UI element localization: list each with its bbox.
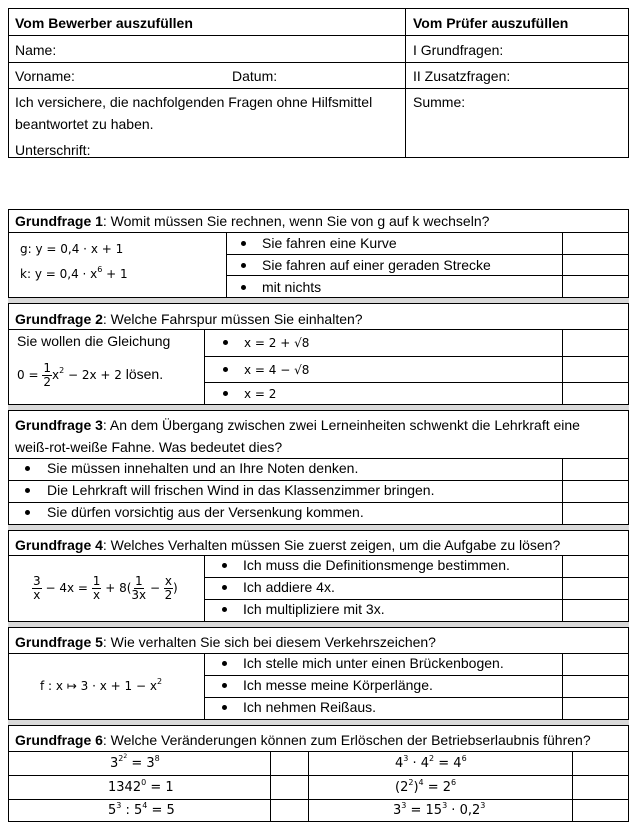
bullet-icon [222,661,227,666]
declaration-line-1: Ich versichere, die nachfolgenden Fragen ohne Hilfsmittel [15,94,373,110]
q3-option-3: Sie dürfen vorsichtig aus der Versenkung kommen. [47,504,364,520]
q6-right-row-1: $4^3 \cdot 4^2 = 4^6$ [395,754,467,771]
q3-option-2: Die Lehrkraft will frischen Wind in das Klassenzimmer bringen. [47,482,435,498]
q4-f1-num: 3 [33,574,41,588]
name-field-label: Name: [15,42,57,58]
q2-eq-x: x [51,368,60,382]
q6-title-bold: Grundfrage 6 [15,732,103,748]
q4-title-text: : Welches Verhalten müssen Sie zuerst zeigen, um die Aufgabe zu lösen? [102,537,561,553]
q4-fraction-3 [131,575,146,602]
q2-fraction-num: 1 [43,361,51,375]
q1-k-expression: y = 0,4 · x [34,267,98,281]
q2-option-2: x = 4 − √8 [244,363,310,377]
q6-left-row-1: $3^{2^2} = 3^8$ [110,753,160,771]
q4-f4-den: 2 [164,588,173,602]
q4-fraction-1 [32,575,42,602]
q2-eq-tail: − 2x + 2 [64,368,122,382]
q6-title [15,732,591,748]
q1-title-bold: Grundfrage 1 [15,213,103,229]
q3-title-bold: Grundfrage 3 [15,417,103,433]
bullet-icon [222,607,227,612]
q5-title-text: : Wie verhalten Sie sich bei diesem Verkehrszeichen? [102,634,436,650]
q1-option-2: Sie fahren auf einer geraden Strecke [262,257,491,273]
q4-f2-num: 1 [92,574,101,588]
q4-mid-2: + 8( [101,581,132,595]
q4-f2-den: x [93,588,101,602]
q2-prompt: Sie wollen die Gleichung [17,333,171,349]
section-separator [8,719,629,726]
grundfragen-score-label: I Grundfragen: [413,42,504,58]
q6-left-row-2: $1342^0 = 1$ [108,778,174,795]
applicant-section-title: Vom Bewerber auszufüllen [15,15,193,31]
section-separator [8,404,629,411]
q6-left-row-3: $5^3$ : $5^4 = 5$ [108,801,175,818]
signature-field-label: Unterschrift: [15,142,91,158]
q4-f1-den: x [33,588,41,602]
bullet-icon [222,683,227,688]
bullet-icon [222,705,227,710]
bullet-icon [222,563,227,568]
q2-option-1: x = 2 + √8 [244,336,310,350]
q3-option-1: Sie müssen innehalten und an Ihre Noten denken. [47,460,359,476]
bullet-icon [223,367,228,372]
q2-eq-left: 0 = [17,368,43,382]
q2-title-text: : Welche Fahrspur müssen Sie einhalten? [102,311,363,327]
q1-g-expression: y = 0,4 · x + 1 [35,242,124,256]
q4-fraction-2 [92,575,102,602]
bullet-icon [241,263,246,268]
q2-fraction [42,362,52,389]
q4-option-3: Ich multipliziere mit 3x. [243,601,385,617]
q1-title-text: : Womit müssen Sie rechnen, wenn Sie von g auf k wechseln? [102,213,490,229]
summe-score-label: Summe: [413,94,466,110]
examiner-section-title: Vom Prüfer auszufüllen [413,15,569,31]
q1-k-label: k: [20,267,31,281]
q4-title [15,537,560,553]
q6-right-row-2: $(2^2)^4 = 2^6$ [395,778,457,795]
q6-right-row-3: $3^3 = 15^3 \cdot 0,2^3$ [393,801,486,818]
q4-equation [32,575,178,602]
q1-function-k [20,266,128,282]
q2-eq-exponent: 2 [59,366,65,375]
q5-function-text: f : x ↦ 3 · x + 1 − x [40,679,157,693]
q5-traffic-sign-function [40,678,162,694]
q4-end: ) [172,581,178,595]
q2-title [15,311,363,327]
bullet-icon [25,466,30,471]
q4-f3-num: 1 [134,574,143,588]
q1-k-expression-tail: + 1 [102,267,128,281]
q1-k-exponent: 6 [97,265,103,274]
q4-fraction-4 [164,575,173,602]
q5-option-3: Ich nehmen Reißaus. [243,699,377,715]
q4-f3-den: 3x [131,588,147,602]
q1-function-g [20,241,123,257]
q2-equation [17,361,163,389]
bullet-icon [25,510,30,515]
q2-fraction-den: 2 [43,375,51,389]
bullet-icon [223,391,228,396]
q5-title [15,634,436,650]
bullet-icon [241,285,246,290]
section-separator [8,524,629,531]
q3-title-text: : An dem Übergang zwischen zwei Lerneinheiten schwenkt die Lehrkraft eine [102,417,580,433]
bullet-icon [241,241,246,246]
q4-title-bold: Grundfrage 4 [15,537,103,553]
section-separator [8,297,629,304]
q3-title-line-2: weiß-rot-weiße Fahne. Was bedeutet dies? [15,439,283,455]
bullet-icon [25,488,30,493]
q2-eq-suffix: lösen. [125,366,164,382]
q4-mid-1: − 4x = [41,581,92,595]
q5-option-2: Ich messe meine Körperlänge. [243,677,433,693]
q5-title-bold: Grundfrage 5 [15,634,103,650]
q4-option-2: Ich addiere 4x. [243,579,335,595]
q2-title-bold: Grundfrage 2 [15,311,103,327]
q4-f4-num: x [164,574,172,588]
bullet-icon [223,340,228,345]
q5-option-1: Ich stelle mich unter einen Brückenbogen. [243,655,504,671]
datum-field-label: Datum: [232,68,278,84]
declaration-line-2: beantwortet zu haben. [15,116,154,132]
bullet-icon [222,585,227,590]
q4-option-1: Ich muss die Definitionsmenge bestimmen. [243,557,510,573]
section-separator [8,621,629,628]
q5-function-exponent: 2 [156,677,163,686]
q1-option-3: mit nichts [262,279,322,295]
q1-option-1: Sie fahren eine Kurve [262,235,397,251]
q3-title-line-1 [15,417,580,433]
zusatzfragen-score-label: II Zusatzfragen: [413,68,511,84]
q4-mid-3: − [146,581,164,595]
q6-title-text: : Welche Veränderungen können zum Erlöschen der Betriebserlaubnis führen? [102,732,591,748]
q1-g-label: g: [20,242,32,256]
q1-title [15,213,489,229]
vorname-field-label: Vorname: [15,68,75,84]
q2-option-3: x = 2 [244,387,277,401]
